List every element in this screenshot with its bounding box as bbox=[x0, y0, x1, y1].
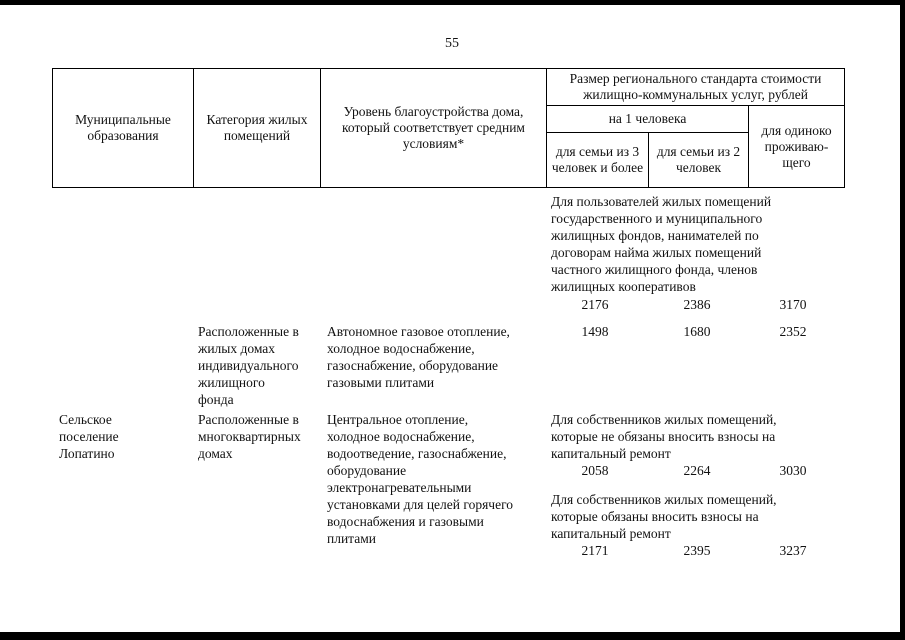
page-number: 55 bbox=[445, 36, 459, 51]
category-line: Расположенные в bbox=[198, 412, 299, 427]
value-single: 3170 bbox=[779, 297, 807, 312]
level-line: газоснабжение, оборудование bbox=[327, 358, 499, 373]
value-family3: 1498 bbox=[581, 324, 609, 339]
header-standard-title: Размер регионального стандарта стоимости жилищно-коммунальных услуг, рублей bbox=[547, 69, 845, 106]
level-line: водоснабжения и газовыми bbox=[327, 514, 484, 529]
level-line: Автономное газовое отопление, bbox=[327, 324, 510, 339]
category-line: жилых домах bbox=[198, 341, 276, 356]
scan-edge-bottom bbox=[0, 632, 905, 640]
level-line: электронагревательными bbox=[327, 480, 472, 495]
level-line: оборудование bbox=[327, 463, 407, 478]
category-line: фонда bbox=[198, 392, 234, 407]
header-per-person: на 1 человека bbox=[547, 106, 749, 133]
header-municipality: Муниципальные образования bbox=[53, 69, 194, 188]
municipality-line: поселение bbox=[59, 429, 119, 444]
header-category: Категория жилых помещений bbox=[194, 69, 321, 188]
note-line: жилищных фондов, нанимателей по bbox=[551, 228, 759, 243]
level-line: Центральное отопление, bbox=[327, 412, 469, 427]
value-family2: 2395 bbox=[683, 543, 711, 558]
municipality-line: Лопатино bbox=[59, 446, 115, 461]
note-line: которые не обязаны вносить взносы на bbox=[551, 429, 776, 444]
note-line: Для собственников жилых помещений, bbox=[551, 412, 777, 427]
level-line: водоотведение, газоснабжение, bbox=[327, 446, 507, 461]
note-line: капитальный ремонт bbox=[551, 446, 671, 461]
level-line: плитами bbox=[327, 531, 377, 546]
scan-edge-right bbox=[900, 0, 905, 640]
header-family3: для семьи из 3 человек и более bbox=[547, 133, 649, 188]
note-line: частного жилищного фонда, членов bbox=[551, 262, 758, 277]
category-line: жилищного bbox=[198, 375, 265, 390]
level-line: газовыми плитами bbox=[327, 375, 435, 390]
note-line: государственного и муниципального bbox=[551, 211, 763, 226]
value-family2: 1680 bbox=[683, 324, 711, 339]
scan-edge-top bbox=[0, 0, 905, 5]
header-level: Уровень благоустройства дома, который соответствует средним условиям* bbox=[321, 69, 547, 188]
note-line: жилищных кооперативов bbox=[551, 279, 696, 294]
note-line: Для собственников жилых помещений, bbox=[551, 492, 777, 507]
header-single: для одиноко проживаю-щего bbox=[749, 106, 845, 188]
value-single: 2352 bbox=[779, 324, 807, 339]
note-line: капитальный ремонт bbox=[551, 526, 671, 541]
note-line: договорам найма жилых помещений bbox=[551, 245, 762, 260]
value-family3: 2171 bbox=[581, 543, 609, 558]
level-line: холодное водоснабжение, bbox=[327, 341, 475, 356]
value-single: 3030 bbox=[779, 463, 807, 478]
category-line: Расположенные в bbox=[198, 324, 299, 339]
header-family2: для семьи из 2 человек bbox=[649, 133, 749, 188]
note-line: которые обязаны вносить взносы на bbox=[551, 509, 759, 524]
note-line: Для пользователей жилых помещений bbox=[551, 194, 772, 209]
category-line: домах bbox=[198, 446, 233, 461]
level-line: установками для целей горячего bbox=[327, 497, 514, 512]
municipality-line: Сельское bbox=[59, 412, 112, 427]
value-family2: 2264 bbox=[683, 463, 711, 478]
value-single: 3237 bbox=[779, 543, 807, 558]
value-family3: 2058 bbox=[581, 463, 609, 478]
value-family3: 2176 bbox=[581, 297, 609, 312]
level-line: холодное водоснабжение, bbox=[327, 429, 475, 444]
value-family2: 2386 bbox=[683, 297, 711, 312]
category-line: многоквартирных bbox=[198, 429, 301, 444]
header-table bbox=[52, 68, 845, 188]
category-line: индивидуального bbox=[198, 358, 299, 373]
